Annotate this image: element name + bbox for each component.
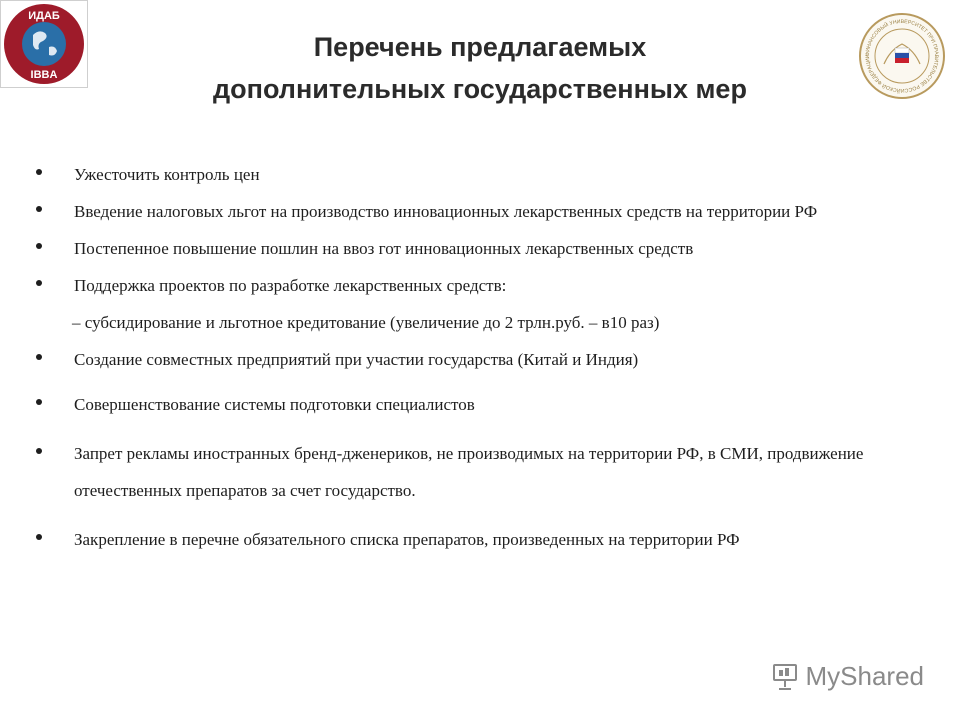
presentation-icon xyxy=(770,662,800,692)
list-item xyxy=(36,193,936,230)
list-item-text: Закрепление в перечне обязательного списка препаратов, произведенных на территории РФ xyxy=(74,530,740,549)
ibba-emblem-icon xyxy=(1,1,87,87)
bullet-icon xyxy=(36,354,42,360)
bullet-icon xyxy=(36,534,42,540)
list-item-text: Поддержка проектов по разработке лекарственных средств: xyxy=(74,276,507,295)
finance-university-seal xyxy=(858,12,946,100)
list-item xyxy=(36,230,936,267)
page-title xyxy=(120,26,840,110)
bullet-icon xyxy=(36,243,42,249)
ibba-logo xyxy=(0,0,88,88)
bullet-icon xyxy=(36,206,42,212)
list-item xyxy=(36,386,936,423)
list-item-text: Запрет рекламы иностранных бренд-дженериков, не производимых на территории РФ, в СМИ, продвижение отечественных препаратов за счет государство. xyxy=(74,444,864,500)
title-line-1: Перечень предлагаемых xyxy=(313,32,647,62)
watermark-text: MyShared xyxy=(805,661,924,691)
list-item xyxy=(36,156,936,193)
university-seal-icon xyxy=(858,12,946,100)
measures-list xyxy=(36,156,936,558)
bullet-icon xyxy=(36,399,42,405)
bullet-icon xyxy=(36,169,42,175)
list-item xyxy=(36,521,936,558)
list-item-text: Совершенствование системы подготовки специалистов xyxy=(74,395,475,414)
list-item-text: Ужесточить контроль цен xyxy=(74,165,260,184)
myshared-watermark xyxy=(770,661,925,692)
bullet-icon xyxy=(36,448,42,454)
logo-left-bottom-text: IBBA xyxy=(30,69,58,81)
bullet-icon xyxy=(36,280,42,286)
list-item xyxy=(36,267,936,304)
list-sub-item: – субсидирование и льготное кредитование (увеличение до 2 трлн.руб. – в10 раз) xyxy=(72,313,660,332)
logo-left-top-text: ИДАБ xyxy=(28,10,60,22)
list-item-text: Создание совместных предприятий при участии государства (Китай и Индия) xyxy=(74,350,639,369)
list-item xyxy=(36,435,936,509)
list-item-text: Постепенное повышение пошлин на ввоз гот инновационных лекарственных средств xyxy=(74,239,694,258)
title-line-2: дополнительных государственных мер xyxy=(213,74,747,104)
list-item xyxy=(36,341,936,378)
seal-ring-text: ФИНАНСОВЫЙ УНИВЕРСИТЕТ ПРИ ПРАВИТЕЛЬСТВЕ РОССИЙСКОЙ ФЕДЕРАЦИИ xyxy=(864,18,940,94)
list-item-text: Введение налоговых льгот на производство инновационных лекарственных средств на территории РФ xyxy=(74,202,818,221)
